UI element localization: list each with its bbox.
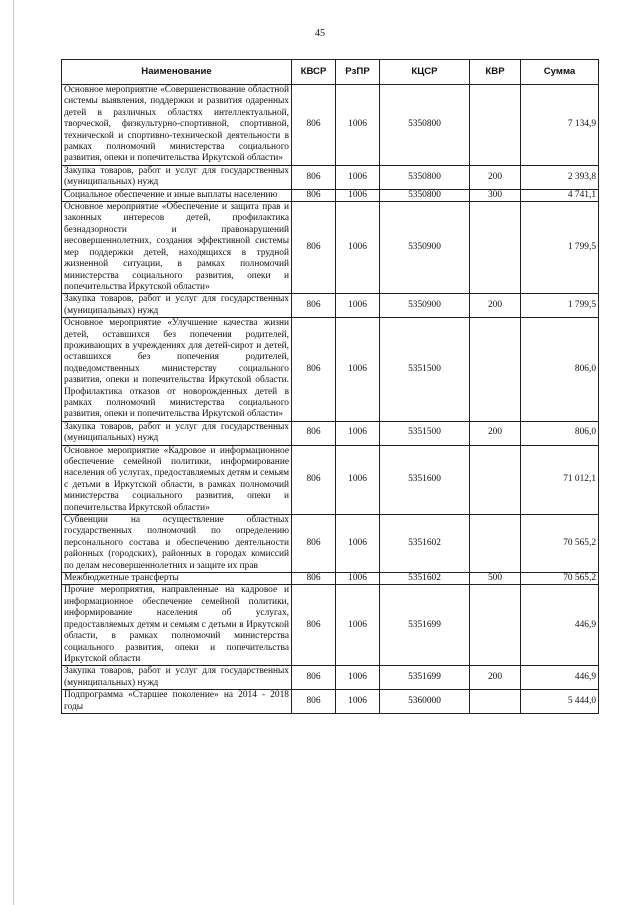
header-sum: Сумма xyxy=(521,60,599,85)
cell-kcsr: 5350800 xyxy=(380,165,470,189)
cell-kcsr: 5350800 xyxy=(380,85,470,166)
cell-sum: 806,0 xyxy=(521,421,599,445)
cell-kcsr: 5360000 xyxy=(380,690,470,714)
table-row xyxy=(62,85,599,166)
cell-rzpr: 1006 xyxy=(336,445,380,514)
table-header-row xyxy=(62,60,599,85)
header-kvr: КВР xyxy=(470,60,521,85)
cell-kvr: 500 xyxy=(470,573,521,585)
cell-name: Основное мероприятие «Совершенствование областной системы выявления, поддержки и развития одаренных детей в различных областях интеллектуальной, творческой, физкультурно-спортивной, спортивной, технической и спортивно-технической деятельности в рамках полномочий министерства социального развития, опеки и попечительства Иркутской области» xyxy=(62,85,292,166)
cell-sum: 2 393,8 xyxy=(521,165,599,189)
cell-sum: 70 565,2 xyxy=(521,515,599,573)
cell-rzpr: 1006 xyxy=(336,666,380,690)
table-row xyxy=(62,573,599,585)
cell-kcsr: 5351500 xyxy=(380,318,470,422)
cell-name: Субвенции на осуществление областных государственных полномочий по определению персонального состава и обеспечению деятельности районных (городских), районных в городах комиссий по делам несовершеннолетних и защите их прав xyxy=(62,515,292,573)
cell-sum: 71 012,1 xyxy=(521,445,599,514)
cell-sum: 446,9 xyxy=(521,666,599,690)
cell-rzpr: 1006 xyxy=(336,573,380,585)
cell-kcsr: 5350900 xyxy=(380,294,470,318)
cell-kvr: 200 xyxy=(470,294,521,318)
cell-name: Прочие мероприятия, направленные на кадровое и информационное обеспечение семейной политики, информирование населения об услугах, предоставляемых детям и семьям с детьми в Иркутской области, в рамках полномочий министерства социального развития, опеки и попечительства Иркутской области xyxy=(62,585,292,666)
cell-rzpr: 1006 xyxy=(336,189,380,201)
cell-kvsr: 806 xyxy=(292,202,336,294)
cell-kvr xyxy=(470,318,521,422)
cell-kvsr: 806 xyxy=(292,85,336,166)
scan-edge-line xyxy=(13,0,14,905)
cell-sum: 806,0 xyxy=(521,318,599,422)
cell-kvr xyxy=(470,202,521,294)
cell-kvsr: 806 xyxy=(292,666,336,690)
cell-kvsr: 806 xyxy=(292,573,336,585)
cell-sum: 4 741,1 xyxy=(521,189,599,201)
cell-rzpr: 1006 xyxy=(336,85,380,166)
table-row xyxy=(62,421,599,445)
cell-rzpr: 1006 xyxy=(336,421,380,445)
cell-kvr: 200 xyxy=(470,421,521,445)
cell-kcsr: 5351699 xyxy=(380,585,470,666)
cell-kvsr: 806 xyxy=(292,294,336,318)
cell-kcsr: 5351602 xyxy=(380,515,470,573)
cell-name: Межбюджетные трансферты xyxy=(62,573,292,585)
cell-kcsr: 5351500 xyxy=(380,421,470,445)
cell-sum: 70 565,2 xyxy=(521,573,599,585)
cell-kvr xyxy=(470,445,521,514)
cell-kcsr: 5351600 xyxy=(380,445,470,514)
cell-rzpr: 1006 xyxy=(336,165,380,189)
cell-kvsr: 806 xyxy=(292,585,336,666)
cell-kvr: 300 xyxy=(470,189,521,201)
cell-name: Основное мероприятие «Обеспечение и защита прав и законных интересов детей, профилактика безнадзорности и правонарушений несовершеннолетних, создания эффективной системы мер поддержки детей, находящихся в трудной жизненной ситуации, в рамках полномочий министерства социального развития, опеки и попечительства Иркутской области» xyxy=(62,202,292,294)
table-row xyxy=(62,294,599,318)
header-kcsr: КЦСР xyxy=(380,60,470,85)
cell-name: Закупка товаров, работ и услуг для государственных (муниципальных) нужд xyxy=(62,165,292,189)
cell-kvsr: 806 xyxy=(292,421,336,445)
table-row xyxy=(62,445,599,514)
table-row xyxy=(62,165,599,189)
cell-name: Основное мероприятие «Улучшение качества жизни детей, оставшихся без попечения родителей, проживающих в учреждениях для детей-сирот и детей, оставшихся без попечения родителей, подведомственных министерству социального развития, опеки и попечительства Иркутской области. Профилактика отказов от новорожденных детей в рамках полномочий министерства социального развития, опеки и попечительства Иркутской области» xyxy=(62,318,292,422)
cell-rzpr: 1006 xyxy=(336,318,380,422)
cell-name: Закупка товаров, работ и услуг для государственных (муниципальных) нужд xyxy=(62,421,292,445)
cell-sum: 1 799,5 xyxy=(521,202,599,294)
cell-kcsr: 5350900 xyxy=(380,202,470,294)
cell-kcsr: 5351602 xyxy=(380,573,470,585)
table-row xyxy=(62,515,599,573)
cell-kvr xyxy=(470,85,521,166)
cell-kvsr: 806 xyxy=(292,318,336,422)
table-row xyxy=(62,202,599,294)
cell-rzpr: 1006 xyxy=(336,690,380,714)
page-number: 45 xyxy=(315,28,325,39)
table-row xyxy=(62,690,599,714)
cell-rzpr: 1006 xyxy=(336,294,380,318)
table-row xyxy=(62,189,599,201)
cell-kcsr: 5350800 xyxy=(380,189,470,201)
table-row xyxy=(62,666,599,690)
budget-table xyxy=(61,59,599,714)
header-rzpr: РзПР xyxy=(336,60,380,85)
cell-kvr xyxy=(470,585,521,666)
cell-sum: 7 134,9 xyxy=(521,85,599,166)
cell-kvr xyxy=(470,690,521,714)
cell-name: Закупка товаров, работ и услуг для государственных (муниципальных) нужд xyxy=(62,666,292,690)
cell-kvsr: 806 xyxy=(292,690,336,714)
cell-kvsr: 806 xyxy=(292,165,336,189)
cell-name: Социальное обеспечение и иные выплаты населению xyxy=(62,189,292,201)
cell-kvr xyxy=(470,515,521,573)
cell-rzpr: 1006 xyxy=(336,515,380,573)
table-row xyxy=(62,585,599,666)
cell-kvr: 200 xyxy=(470,666,521,690)
cell-name: Закупка товаров, работ и услуг для государственных (муниципальных) нужд xyxy=(62,294,292,318)
cell-sum: 446,9 xyxy=(521,585,599,666)
cell-name: Основное мероприятие «Кадровое и информационное обеспечение семейной политики, информирование населения об услугах, предоставляемых детям и семьям с детьми в Иркутской области, в рамках полномочий министерства социального развития, опеки и попечительства Иркутской области» xyxy=(62,445,292,514)
cell-kvr: 200 xyxy=(470,165,521,189)
cell-rzpr: 1006 xyxy=(336,585,380,666)
header-kvsr: КВСР xyxy=(292,60,336,85)
cell-kcsr: 5351699 xyxy=(380,666,470,690)
cell-kvsr: 806 xyxy=(292,189,336,201)
table-row xyxy=(62,318,599,422)
cell-rzpr: 1006 xyxy=(336,202,380,294)
cell-sum: 1 799,5 xyxy=(521,294,599,318)
cell-kvsr: 806 xyxy=(292,445,336,514)
cell-name: Подпрограмма «Старшее поколение» на 2014 - 2018 годы xyxy=(62,690,292,714)
cell-sum: 5 444,0 xyxy=(521,690,599,714)
header-name: Наименование xyxy=(62,60,292,85)
cell-kvsr: 806 xyxy=(292,515,336,573)
